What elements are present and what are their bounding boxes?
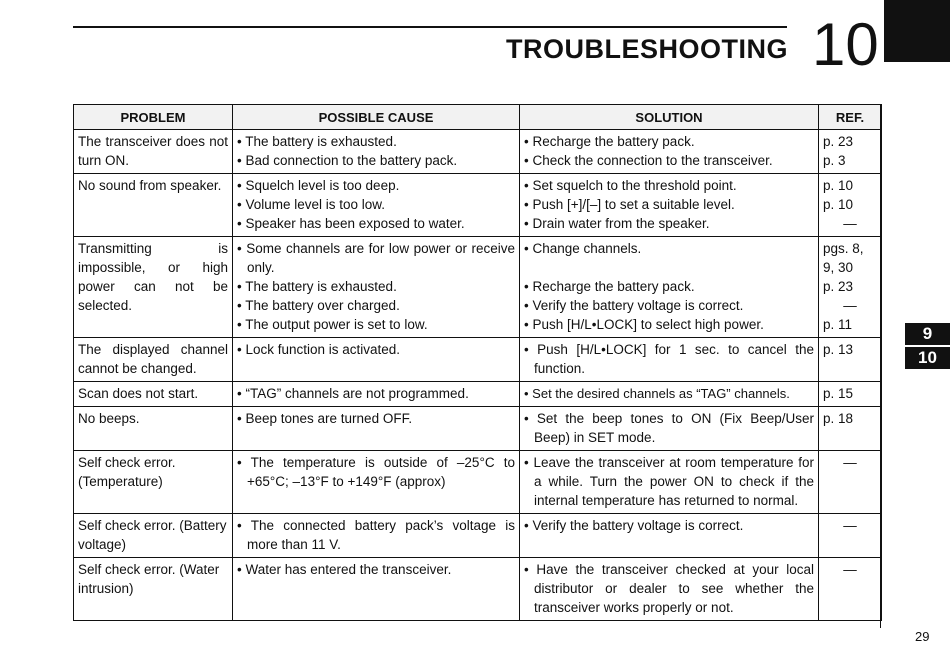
problem-cell: Scan does not start. [74, 382, 233, 407]
chapter-tab-10: 10 [905, 347, 950, 369]
ref-cell [819, 174, 882, 237]
solution-item: • Set the beep tones to ON (Fix Beep/User Beep) in SET mode. [524, 411, 814, 445]
cause-item: • The battery over charged. [237, 298, 400, 313]
cause-cell [233, 382, 520, 407]
table-row [74, 174, 882, 237]
cause-cell [233, 174, 520, 237]
cause-cell [233, 130, 520, 174]
solution-cell [520, 174, 819, 237]
cause-item: • The battery is exhausted. [237, 134, 397, 149]
ref-value: p. 11 [823, 317, 853, 332]
chapter-number: 10 [812, 11, 879, 78]
solution-item: • Push [+]/[–] to set a suitable level. [524, 197, 735, 212]
table-row [74, 451, 882, 514]
solution-cell [520, 338, 819, 382]
cause-cell [233, 338, 520, 382]
table-row [74, 130, 882, 174]
solution-item: • Have the transceiver checked at your local distributor or dealer to see whether the transceiver works properly or not. [524, 562, 814, 615]
edge-bar-top [884, 0, 950, 31]
ref-value: — [843, 562, 857, 577]
ref-value: p. 23 [823, 279, 854, 294]
cause-cell [233, 451, 520, 514]
solution-item: • Recharge the battery pack. [524, 134, 695, 149]
ref-value: p. 3 [823, 153, 846, 168]
ref-cell [819, 338, 882, 382]
cause-item: • The temperature is outside of –25°C to +65°C; –13°F to +149°F (approx) [237, 455, 515, 489]
cause-item: • Beep tones are turned OFF. [237, 411, 413, 426]
troubleshooting-table [73, 104, 882, 621]
ref-value: p. 18 [823, 411, 854, 426]
cause-cell [233, 514, 520, 558]
ref-value: pgs. 8, 9, 30 [823, 241, 864, 275]
header-problem: PROBLEM [74, 105, 233, 130]
page-edge-rule [880, 104, 881, 628]
table-row [74, 382, 882, 407]
ref-value: p. 15 [823, 386, 854, 401]
solution-item: • Push [H/L•LOCK] for 1 sec. to cancel the function. [524, 342, 814, 376]
solution-cell [520, 558, 819, 621]
ref-cell [819, 407, 882, 451]
header-cause: POSSIBLE CAUSE [233, 105, 520, 130]
ref-value: — [843, 518, 857, 533]
problem-cell: Self check error. (Temperature) [74, 451, 233, 514]
cause-item: • Water has entered the transceiver. [237, 562, 452, 577]
solution-cell [520, 451, 819, 514]
solution-item: • Push [H/L•LOCK] to select high power. [524, 317, 764, 332]
problem-cell: No sound from speaker. [74, 174, 233, 237]
problem-cell: The displayed channel cannot be changed. [74, 338, 233, 382]
ref-cell [819, 514, 882, 558]
table-row [74, 514, 882, 558]
cause-cell [233, 558, 520, 621]
header-rule [73, 26, 787, 28]
solution-item: • Verify the battery voltage is correct. [524, 298, 744, 313]
cause-cell [233, 407, 520, 451]
cause-item: • Volume level is too low. [237, 197, 386, 212]
solution-item: • Recharge the battery pack. [524, 279, 695, 294]
ref-cell [819, 558, 882, 621]
problem-cell: Transmitting is impossible, or high power can not be selected. [74, 237, 233, 338]
edge-bar-bottom [884, 31, 950, 62]
cause-item: • Some channels are for low power or receive only. [237, 241, 515, 275]
solution-cell [520, 514, 819, 558]
page-number: 29 [915, 629, 930, 644]
solution-item: • Check the connection to the transceiver. [524, 153, 773, 168]
cause-item: • “TAG” channels are not programmed. [237, 386, 469, 401]
table-row [74, 237, 882, 338]
solution-item: • Verify the battery voltage is correct. [524, 518, 744, 533]
problem-cell: Self check error. (Water intrusion) [74, 558, 233, 621]
solution-item: • Set squelch to the threshold point. [524, 178, 737, 193]
ref-value: p. 10 [823, 197, 854, 212]
solution-item: • Change channels. [524, 241, 642, 256]
table-row [74, 407, 882, 451]
ref-cell [819, 130, 882, 174]
problem-cell: Self check error. (Battery voltage) [74, 514, 233, 558]
ref-cell [819, 237, 882, 338]
ref-value: — [843, 455, 857, 470]
ref-value: p. 13 [823, 342, 854, 357]
cause-item: • Bad connection to the battery pack. [237, 153, 458, 168]
table-row [74, 338, 882, 382]
ref-value: p. 23 [823, 134, 854, 149]
problem-cell: The transceiver does not turn ON. [74, 130, 233, 174]
cause-item: • The output power is set to low. [237, 317, 428, 332]
solution-item: • Drain water from the speaker. [524, 216, 710, 231]
header-ref: REF. [819, 105, 882, 130]
page-title: TROUBLESHOOTING [506, 34, 788, 64]
ref-cell [819, 382, 882, 407]
cause-cell [233, 237, 520, 338]
cause-item: • Speaker has been exposed to water. [237, 216, 465, 231]
cause-item: • The connected battery pack’s voltage is more than 11 V. [237, 518, 515, 552]
solution-cell [520, 237, 819, 338]
cause-item: • Squelch level is too deep. [237, 178, 400, 193]
solution-cell [520, 407, 819, 451]
solution-item: • Set the desired channels as “TAG” channels. [524, 386, 790, 401]
ref-value: p. 10 [823, 178, 854, 193]
solution-cell [520, 382, 819, 407]
cause-item: • The battery is exhausted. [237, 279, 397, 294]
solution-cell [520, 130, 819, 174]
chapter-tab-9: 9 [905, 323, 950, 345]
ref-cell [819, 451, 882, 514]
ref-value: — [843, 216, 857, 231]
solution-item: • Leave the transceiver at room temperature for a while. Turn the power ON to check if the internal temperature has returned to normal. [524, 455, 814, 508]
cause-item: • Lock function is activated. [237, 342, 401, 357]
header-solution: SOLUTION [520, 105, 819, 130]
table-row [74, 558, 882, 621]
ref-value: — [843, 298, 857, 313]
problem-cell: No beeps. [74, 407, 233, 451]
table-header-row [74, 105, 882, 130]
